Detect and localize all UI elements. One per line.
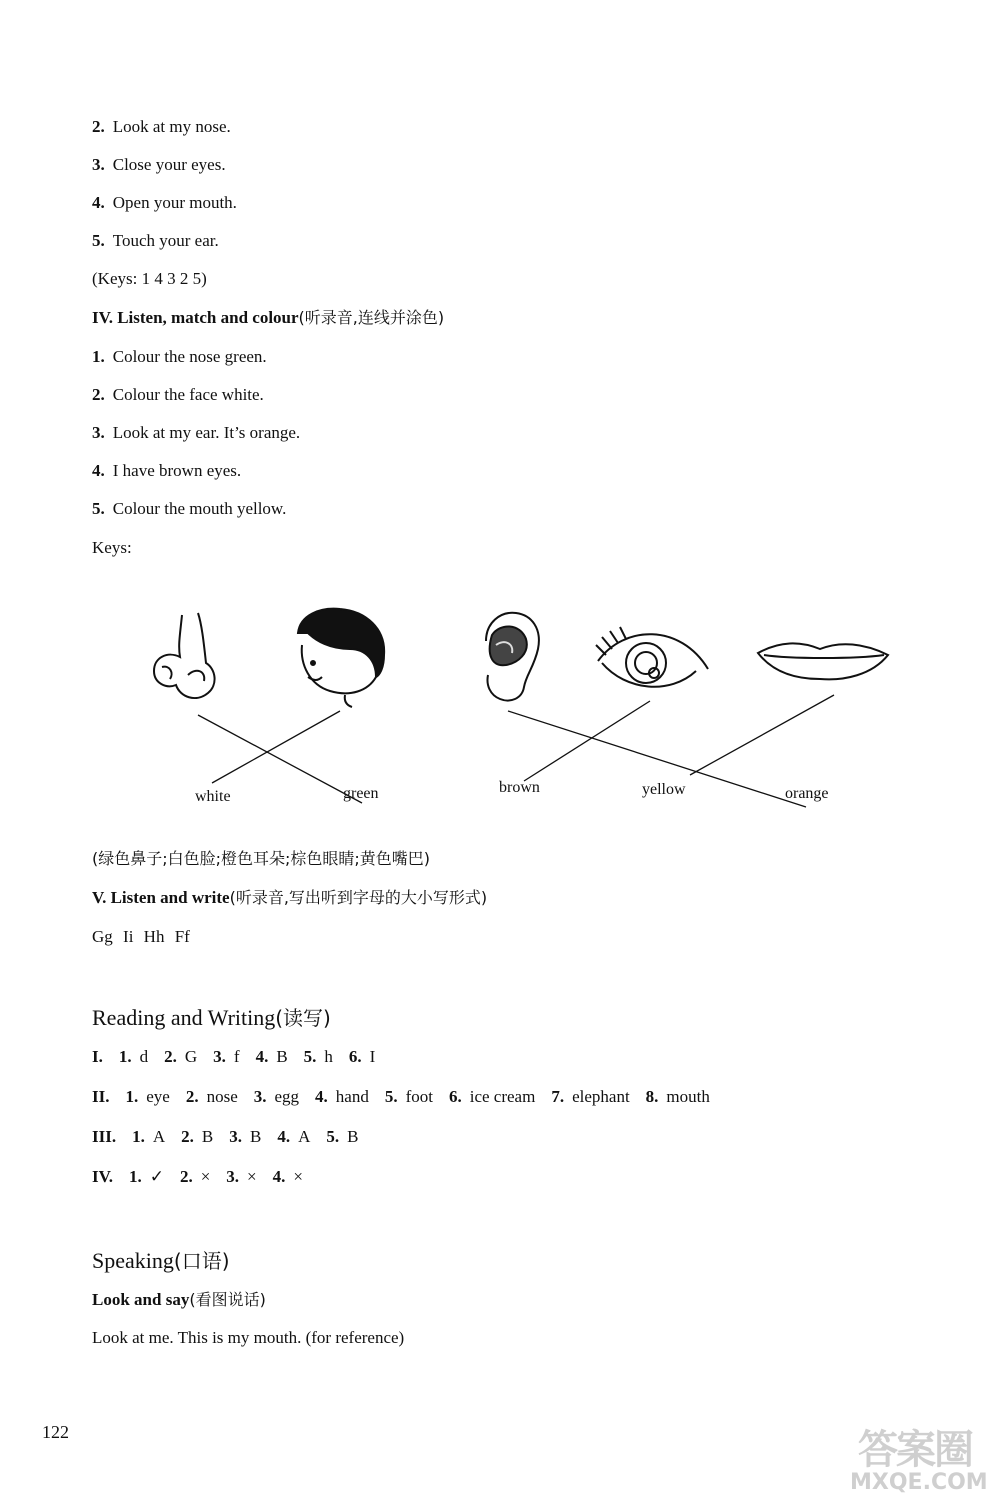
label-green: green: [343, 785, 379, 802]
answer-number: 5.: [384, 1087, 398, 1106]
letters-answer: Gg Ii Hh Ff: [92, 927, 190, 946]
answer-value: ×: [293, 1167, 303, 1186]
answer-number: 3.: [213, 1047, 226, 1066]
answer-value: ×: [247, 1167, 257, 1186]
item-number: 4.: [92, 461, 105, 480]
list-item: [92, 116, 231, 138]
item-number: 2.: [92, 117, 105, 136]
answer-number: 1.: [118, 1047, 132, 1066]
answer-number: 8.: [645, 1087, 659, 1106]
keys-answer: (Keys: 1 4 3 2 5): [92, 269, 207, 288]
answer-value: egg: [274, 1087, 300, 1106]
answer-value: B: [276, 1047, 288, 1066]
ear-icon: [486, 613, 539, 701]
answer-value: B: [201, 1127, 214, 1146]
section-title: Listen and write: [110, 888, 230, 907]
item-text: Colour the nose green.: [112, 347, 267, 366]
answer-number: 3.: [226, 1167, 240, 1186]
answer-number: 2.: [179, 1167, 193, 1186]
answer-number: 6.: [348, 1047, 362, 1066]
section-number: IV.: [92, 308, 113, 327]
answer-row: [92, 1126, 358, 1148]
answer-number: 2.: [181, 1127, 194, 1146]
label-yellow: yellow: [642, 781, 686, 798]
section-title-cn: (听录音,写出听到字母的大小写形式): [229, 888, 488, 907]
list-item: [92, 460, 241, 482]
answer-number: 3.: [253, 1087, 267, 1106]
item-text: I have brown eyes.: [112, 461, 242, 480]
answer-value: hand: [335, 1087, 369, 1106]
answer-number: 4.: [272, 1167, 286, 1186]
section-title-cn: (听录音,连线并涂色): [298, 308, 445, 327]
list-item: [92, 498, 286, 520]
page-number: 122: [42, 1422, 69, 1442]
look-say-heading: [92, 1289, 266, 1311]
section-iv-heading: [92, 307, 444, 329]
answer-number: 1.: [128, 1167, 142, 1186]
label-orange: orange: [785, 785, 829, 802]
answer-number: 5.: [326, 1127, 340, 1146]
answer-value: elephant: [572, 1087, 630, 1106]
section-title: Listen, match and colour: [117, 308, 299, 327]
answer-value: G: [184, 1047, 198, 1066]
row-roman: I.: [92, 1047, 103, 1066]
speaking-answer: Look at me. This is my mouth. (for reference): [92, 1328, 405, 1347]
answer-number: 1.: [132, 1127, 145, 1146]
answer-number: 4.: [315, 1087, 328, 1106]
reading-writing-heading: [92, 1002, 331, 1031]
mouth-icon: [758, 643, 888, 679]
answer-value: ✓: [149, 1167, 164, 1186]
item-text: Look at my ear. It’s orange.: [112, 423, 301, 442]
heading-en: Speaking: [92, 1248, 174, 1273]
item-number: 5.: [92, 499, 105, 518]
answer-number: 2.: [164, 1047, 177, 1066]
answer-number: 3.: [229, 1127, 242, 1146]
answer-value: nose: [206, 1087, 238, 1106]
answer-number: 2.: [185, 1087, 199, 1106]
item-text: Colour the face white.: [112, 385, 264, 404]
label-brown: brown: [499, 779, 540, 796]
watermark-logo: [850, 1418, 988, 1498]
answer-row: [92, 1086, 710, 1108]
answer-value: foot: [405, 1087, 433, 1106]
list-item: [92, 230, 219, 252]
list-item: [92, 154, 226, 176]
answer-number: 6.: [448, 1087, 462, 1106]
answer-row: [92, 1166, 303, 1188]
face-icon: [298, 609, 384, 707]
answer-value: I: [369, 1047, 376, 1066]
item-number: 3.: [92, 423, 105, 442]
watermark-top: 答案圈: [858, 1427, 972, 1473]
item-text: Close your eyes.: [112, 155, 226, 174]
answer-value: B: [347, 1127, 359, 1146]
answer-value: A: [152, 1127, 166, 1146]
look-say-cn: (看图说话): [189, 1290, 266, 1309]
item-text: Look at my nose.: [112, 117, 231, 136]
item-text: Colour the mouth yellow.: [112, 499, 287, 518]
answer-value: d: [139, 1047, 149, 1066]
heading-cn: (口语): [173, 1249, 230, 1273]
look-say-title: Look and say: [92, 1290, 190, 1309]
answer-value: h: [324, 1047, 333, 1066]
answer-row: [92, 1046, 375, 1068]
watermark-bottom: MXQE.COM: [850, 1470, 988, 1495]
keys-label: Keys:: [92, 538, 132, 557]
item-number: 3.: [92, 155, 105, 174]
answer-number: 4.: [277, 1127, 291, 1146]
heading-cn: (读写): [275, 1006, 331, 1030]
answer-value: f: [233, 1047, 240, 1066]
row-roman: IV.: [92, 1167, 113, 1186]
colour-answer: (绿色鼻子;白色脸;橙色耳朵;棕色眼睛;黄色嘴巴): [92, 849, 431, 868]
row-roman: II.: [92, 1087, 110, 1106]
answer-number: 5.: [303, 1047, 317, 1066]
list-item: [92, 384, 264, 406]
speaking-heading: [92, 1245, 230, 1274]
item-number: 4.: [92, 193, 105, 212]
answer-number: 7.: [551, 1087, 565, 1106]
eye-icon: [596, 627, 708, 687]
section-number: V.: [92, 888, 107, 907]
answer-value: ice cream: [469, 1087, 536, 1106]
matching-figure: [140, 605, 900, 820]
list-item: [92, 422, 300, 444]
answer-number: 4.: [255, 1047, 269, 1066]
item-number: 1.: [92, 347, 105, 366]
answer-number: 1.: [125, 1087, 139, 1106]
list-item: [92, 346, 267, 368]
answer-value: eye: [146, 1087, 170, 1106]
section-v-heading: [92, 887, 487, 909]
list-item: [92, 192, 237, 214]
nose-icon: [154, 613, 215, 698]
item-number: 5.: [92, 231, 105, 250]
answer-value: mouth: [666, 1087, 710, 1106]
item-text: Open your mouth.: [112, 193, 237, 212]
answer-value: B: [249, 1127, 262, 1146]
row-roman: III.: [92, 1127, 117, 1146]
label-white: white: [195, 788, 231, 805]
item-number: 2.: [92, 385, 105, 404]
answer-value: ×: [200, 1167, 211, 1186]
heading-en: Reading and Writing: [92, 1005, 276, 1030]
answer-value: A: [298, 1127, 311, 1146]
item-text: Touch your ear.: [112, 231, 219, 250]
